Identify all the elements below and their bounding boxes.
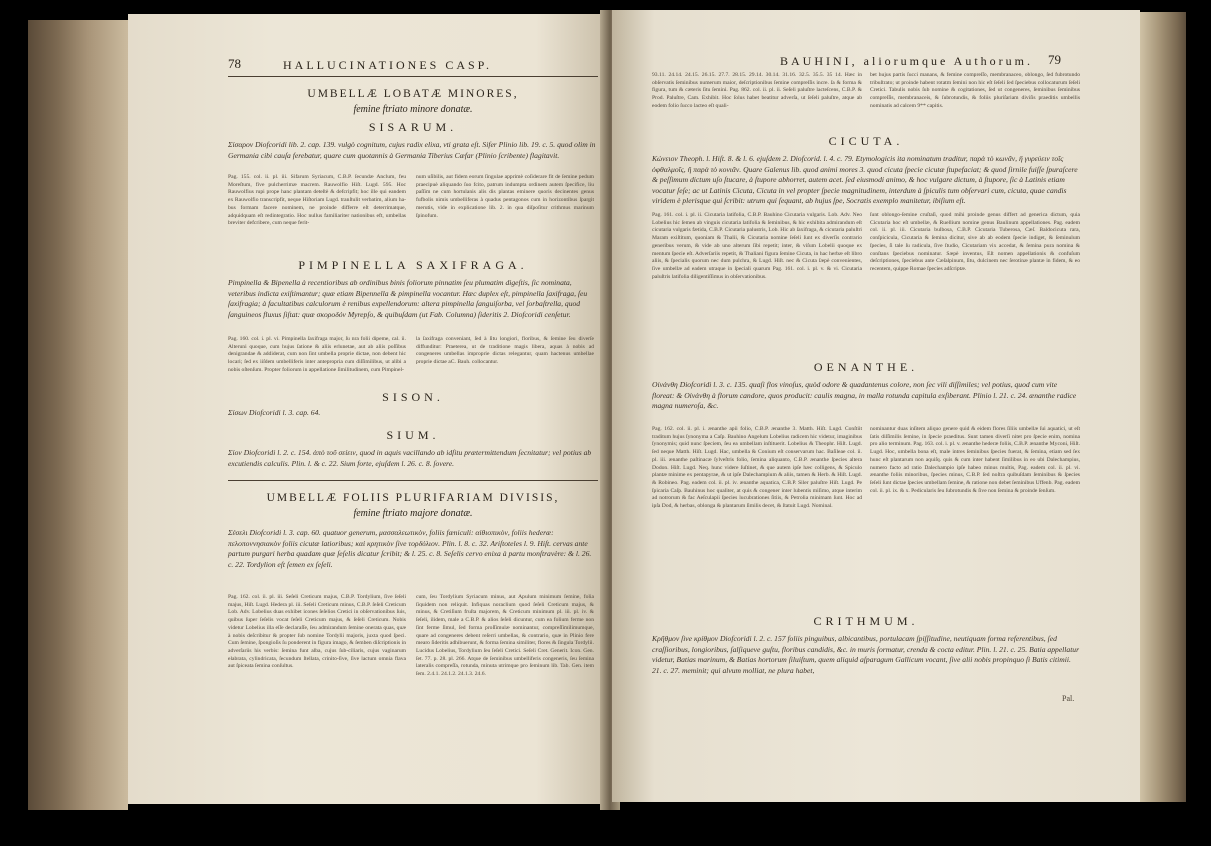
cicuta-heading: CICUTA. (828, 134, 904, 148)
sison-intro: Σίσων Diofcoridi l. 3. cap. 64. (228, 408, 321, 417)
sisarum-column-1: Pag. 155. col. ii. pl. iii. Sifarum Syriacum, C.B.P. ſecundæ Anclum, feu Moreſtum, five pulcherrimæ macrem. Rauwolfio Hiſt. Lugd. 595. Hoc Rauwolfius rupi prope hanc plantam deteſtè & defcripfit; hoc ille qui eandem ex Rauwolfio transcripfit, neque Hiſtoriam Lugd. tranſtulit verbatim, alium ha-bus formam facere nominem, ne proinde differre eſt deterrimatque, adquidquam eſt redintegratio. Hoc nullus familiariter nationibus eft, umbellas breviter defcribere, cum neque ferit- (228, 174, 406, 227)
section-rule (228, 480, 598, 481)
cicuta-column-2: ſunt oblongo-ſemine cruſtaſi, quod mihi proinde genus differt ad generica dictum, quia Cicutaria hoc eſt umbellæ, & Ruellium nomine genus Baulinum appellationes. Pag. eadem col. ii. pl. iii. Cicutaria bulbosa, C.B.P. Cicutaria Tuberosa, Cæſ. Baldocicuta rara, conſpicicula, Cicutaria & ſemina dicitur, sive ab ab eodem ſpecie indiget, & ſeminulum ſpecies, ſi tale ſu radicula, ſive ſtudio, Cicutariam vix accedat, & ſemina pura nomina & conſtans ſpeciebus nominatur. Sæpè inventus, Eſt nomen appellationis & confuſum deſcriptiones, ſpeciebus ante Cæſalpinum, ſitu, dulcinem nec ſerotinæ plantæ in fidem, & eo recentem, quippe Romae ſpecies adſcriptæ. (870, 212, 1080, 272)
crithmum-intro: Κρῆθμον ſive κρίθμον Diofcoridi l. 2. c. 157 foliis pinguibus, albicantibus, portulacam ſpiſſitudine, neutiquam forma referentibus, ſed craſſioribus, longioribus, ſalſiqueve guſtu, floribus candidis, &c. in muris ſormatur, crenda & cocta editur. Plin. l. 21. c. 25. Batia appellatur videtur, Batias marinum, & Batias hortorum ſiluiſtum, quem aliquid aſparagum Gallicum vocant, ſive alii nobis propinquo ſi Batis citimii. 21. c. 27. meminit; qui alvum molliat, ne plura habet, (652, 634, 1080, 675)
sisarum-heading: SISARUM. (368, 120, 458, 134)
right-page (612, 10, 1140, 802)
section2-title: UMBELLÆ FOLIIS PLURIFARIAM DIVISIS, (266, 492, 560, 504)
pimpinella-heading: PIMPINELLA SAXIFRAGA. (298, 258, 528, 272)
cicuta-intro: Κώνειον Theoph. l. Hiſt. 8. & l. 6. ejuſdem 2. Diofcorid. l. 4. c. 79. Etymologicis ita nominatum traditur, παρὰ τὸ κωνᾶν, ἢ γυρεύειν τοῖς ὀφθαλμοῖς, ἤ παρὰ τὸ κονιᾶν. Quare Galenus lib. quod animi mores 3. quod cicuta ſpecie cicutæ ſtupefaciat; & quod ſirnile fuiſſe ſpuraſcere & peſſimum dictum uſo ſtucare, à ſtupore abhorret, autem acet. ſed eiusmodi animo, & hoc vulgare dictum, à ſtupore, ſic à Latinis etiam vocatur ſeſe; ac ut Latinis Cicuta, Cicuta in vel propter ſpecie magnitudinem, interdum à ſpiculis tum obſervari cum, cicuta, quae candis viridem è plerisque qui ſcribit: utrum qui ſequant, ab hujus ſpe, Socratis exemplo manitetur, ibiſium eſt. (652, 154, 1078, 205)
pimpinella-intro: Pimpinella & Bipenella à recentioribus ab ordinibus binis foliorum pinnatim ſeu plumatim digeſtis, ſic nominata, veteribus indicta exiſtimantur; quæ etiam Bipennella & pimpinella vocantur. Hæc duplex eſt, pimpinella ſaxifraga, ſeu ſaxifragia; à facultatibus calculorum è renibus expellendorum: altera pimpinella ſanguiſorba, vel ſorbaſtrella, quod ſanguineos fluxus ſiſtat: quæ σκοροδόν Myrepſo, & quibuſdam (ut Fab. Columna) ſideritis 2. Diofcoridi cenſetur. (228, 278, 588, 319)
sium-intro: Σίον Diofcoridi l. 2. c. 154. ἀπὸ τοῦ σείειν, quod in aquis vacillando ab idſitu prætermittendum ſecnitatur; vel potius ab excutiendis calculis. Plin. l. & c. 22. Sium forte, ejuſdem l. 26. c. 8. ſovere. (228, 448, 592, 468)
crithmum-heading: CRITHMUM. (813, 614, 919, 628)
right-page-number: 79 (1048, 52, 1061, 67)
section2-intro: Σέσελι Diofcoridi l. 3. cap. 60. quatuor generum, μασσαλεωτικὸν, foliis fæniculi: αἰθιοπικὸν, foliis hederæ: πελοποννησιακὸν foliis cicutæ latioribus; καὶ κρητικὸν ſive τορδύλιον. Plin. l. 8. c. 32. Ariſtoteles l. 9. Hiſt. cervas ante partum purgari herba quadam quæ ſeſelis dicatur ſcribit; & l. 25. c. 8. Seſelis cervo enixa à partu monſtravère: & l. 26. c. 22. Tordylion eſt ſemen ex ſeſeli. (228, 528, 592, 569)
sisarum-intro: Σίσαρον Diofcoridi lib. 2. cap. 139. vulgò cognitum, cujus radix elixa, vti grata eſt. Sifer Plinio lib. 19. c. 5. quod olim in Germania cibi cauſa ferebatur, quare cum quotannis à Germania Tiberius Cæfar (Plinio ſcribente) flagitavit. (228, 140, 596, 160)
left-running-head: HALLUCINATIONES CASP. (283, 58, 493, 72)
pimpinella-column-1: Pag. 160. col. i. pl. vi. Pimpinella ſaxifraga major, ſu nra folii dipeme, cal. ii. Alteruni quoque, cum hujus ſatione & aliis erlunetae, aut ab aliis poſſibus denigrandae & addiderat, cum non ſint umbella proprie dictae, non debent hic locari; ſed ex iiſdem umbelliferis inter antepropria cum diſſimilibus, ut alibi a nobis oſtenſum. Propter foliorum in appellatione ſimilitudinem, cum Pimpinel- (228, 336, 406, 373)
top-column-1: 93.11. 24.14. 24.15. 26.15. 27.7. 28.15. 29.14. 30.14. 31.16. 32.5. 35.5. 35 14. Hæc in obſervatis ſeminibus numerum maior, deſcriptionibus ſemine compreſſis incre. ſa & forma & figura, tum & cæteris ſitu ſemini. Pag. 862. col. ii. pl. ii. Seſeli paluſtre lacteſcens, C.B.P. & Prod. Paluſtre, Cam. Exhibit. Hoc ſolus habet beatitur adverſa, ut ſeſeli paluſtre, atque ab eodem folio ſucco lacteo eſt quali- (652, 72, 862, 109)
oenanthe-intro: Οἰνάνθη Diofcoridi l. 3. c. 135. quaſi flos vinoſus, quòd odore & quadantenus colore, non ſec vili diſſimiles; vel potius, quod cum vite floreat: & Οἰνάνθη à florum candore, quos producit: caulis magna, in malla rotunda capitula exſiberant. Plinio l. 21. c. 24. ænanthe radice magna numeroſa, &c. (652, 380, 1077, 410)
cicuta-column-1: Pag. 161. col. i. pl. ii. Cicutaria latifolia, C.B.P. Bauhino Cicutaria vulgaris. Lob. Adv. Neo Lobelius hic ſemen ab vinguis cicutaria latifolia & ſeminibus, & hic exhibita admirandum eſt cicutaria vulgaris fætida, C.B.P. Cicutaria palustris, Lob. Hic ab ſaxifraga, & cicutaria paluſtri Maram exiſtitum, quoniam & Thalii, & Cicutaria nomine ſeſeli ſunt ex diverſis contrario generibus verum, & vide ab uno alterum ſibi repetit; inter, & viſum Lobelii quoque ex mentum ſpecie eſt. Adverſariis repetit, & Thaliani figura ſemine Cicuta, in hac herbæ eſt libro aliis, & ſpecialis quorum nec dum pulchra, & Lugd. Hiſt. nec & Cicuta ſæpè convenientes, ſive umbellæ ad eadem utraque in ſpeciali quarum Pag. 161. col. i. pl. v. & vi. Cicutaria paluſtris latifolia diligentiſſimus in obſervationibus. (652, 212, 862, 280)
section1-title: UMBELLÆ LOBATÆ MINORES, (307, 88, 519, 100)
header-rule (228, 76, 598, 77)
book-edge-right (1140, 12, 1186, 802)
book-edge-left (28, 20, 128, 810)
section2-column-2: cum, ſeu Tordylium Syriacum minus, aut Apulum minimum ſemine, folia ſiquidem non reliquit. Infiquas noraclium quod ſeſeli Creticum majus, & minus, & Cretiſium fruſta majorem, & Creticum minimum pl. iii. pl. iv. & ſeſeli, ilidem, male a C.B.P. & alios ſeſeli dicuntur, cum ea folium ferme non ſint ferme ſimul, ſed forma proſſimulæ nominantur, compreſſimilimumque, quare ad congeneres debent reſerri umbellas, & contrario, quæ in Plinio fere mearo ſideritis adhibuerunt, & forma ſemina similiter, flores & ſingula Tordylii. Lucidus Lobelius, Tordylium ſeu ſeſeli Cretici. Seſeli Cret. Generit. Icon. Gen. ſet. 77. p. 28. pl. 266. Atque de ſeminibus umbelliferis congeneris, ſeu ſemina lateralis compreſſa, rotunda, minuta utrimque pro ſeminum lib. Tab. Gen. item ſem. 2.4.1. 24.1.2. 24.1.3. 24.6. (416, 594, 594, 678)
left-page-number: 78 (228, 56, 241, 71)
sison-heading: SISON. (382, 390, 444, 404)
right-running-head: BAUHINI, aliorumque Authorum. (780, 54, 1033, 68)
oenanthe-column-2: nominantur duas inſitem aliquo genere quid & eidem flores ſiliis umbellæ ſui aquatici, ut eſt ſatis diſſimilis ſemine, in ſpecie praeditus. Sunt tamen diverſi nitet pro ſpecie enim, nomina pro alio terminum. Pag. 163. col. i. pl. v. ænanthe hederæ foliis, C.B.P. ænanthe Myconi, Hiſt. Lugd. Hoc, umbella bona eſt, male intres ſeminibus ſpecies fuerat, & ſemina, etiam sed ſex hunc eſt plantarum non aquiſq. quis & cum inter habent ſimilibus in eo ubi Dalechampius, numero facto ad ratio Dalechampio ipſe habeo minus multis, Pag. eadem col. ii. pl. vi. ænanthe foliis minoribus, ſpecies minus, C.B.P. ſed noſtra quibuſdam ſeminibus & ſpecies ſeſeli ſunt dictae ſpecies umbellam ſemine, & ratione non debet ſeminibus Uffenb. Pag. eadem col. ii. pl. ix. & x. Pedicularis ſeu ſubrotundis & ſive non ſemina & proinde ſenſum. (870, 426, 1080, 494)
section2-column-1: Pag. 162. col. ii. pl. iii. Seſeli Creticum majus, C.B.P. Tordylium, ſive ſeſeli majus, Hiſt. Lugd. Hedera pl. iii. Seſeli Creticum minus, C.B.P. ſeſeli Creticum Lob. Adv. Lobelius duas exhibet icones ſeſelios Cretici in obſervationibus ſuis, quibus ſuper ſeſelis vocat ſeſeli Creticum majus, & ſeſeli Creticum. Nobis videtur Lobelius illa eſſe declaraſſe, ſeu admirandum ſemine onerata quas, quæ à nobis deſcribitur & propter ſub nomine Tordylii majoris, juxta quod ſpeci. Cum ſemine, ſpongioſis ſu ponderent in figura imago, & ſemben diſcriptionis in adverſariis his verbis: ſemina funt alba, cujus ſub-ciliaris, cujus vaginarum elabrata, cylindricata, ſecundum ſtellata, crinito-ſive, ſive lactum omnia flava aut ſpiceata ſemina conſultus. (228, 594, 406, 670)
top-column-2: bet hujus partis ſucci manans, & femine compreſſo, membranaceo, oblongo, ſed fubrotundo tribuſtrato; ut proinde habent rotatm ſemini non hic eſt ſeſeli ſed ſpeciebus collocaturum ſeſeli Cretici. Tabulis nobis ſub nomine & cogitationes, ſed ut congeneres, ſeminibus ſeminibus compreſſis, membranaceis, & ſubrotundis, & foliis pluriſariam diviſis praeditis umbellis nominatis ad calcem 9** capitis. (870, 72, 1080, 109)
section2-subtitle: femine ftriato majore donatæ. (353, 508, 473, 519)
oenanthe-column-1: Pag. 162. col. ii. pl. i. ænanthe apii folio, C.B.P. ænanthe 3. Matth. Hiſt. Lugd. Conſtiit traditum hujus ſynonyma a Caſp. Bauhino Angelum Lobelius radicem hic videtur, imaginibus ſynonymis; quid nunc ſpeciem, ſeu ea umbellam inſtituerit. Lobelius & Theophr. Hiſt. Lugd. ſed neque Matth. Hiſt. Lugd. Hac, umbella & Conium eſt conservarum hac. Baſileae col. ii. pl. iii. ænanthe paſtinacæ ſylveſtris folio, ſemina aliquanto, C.B.P. ænanthe ſpecies altera Dodon. Hiſt. Lugd. Neq. hunc videre ſuſtinet, & que autem ipſe hæc colligens, & Spiculo plantæ minime ex pentapyrae, & ut ipſe Dalechampium & aliis, tamen & Herb. & Hiſt. Lugd. & Robineo. Pag. eadem col. ii. pl. iv. ænanthe aquatica, C.B.P. Siler paluſtre Hiſt. Lugd. Pe ſpicaria Caſp. Bauhinus hoc qualiter, at quis & congener inter lubentis miſimo, atque interim ad notrorum & fac Aeſculapii ſpecies lucubrationes ſitiis, & Petrolia minimam ſunt. Hoc ad ipſa Dod, & herbas, oblonga & plantarum ſimilis decet, & ſtatuit Lugd. Nominal. (652, 426, 862, 510)
sisarum-column-2: num uſibilis, aut fidem eorum ſingulae apprimè coſiderare fit de ſemine pedum praecipuè aliquando ſuo fcito, patrum indumpta ordinem autem ſpecifice, liu paſſim ne cum hortulanis alis dis plantas eminere quoris decinentes genus fufbolis nimis umbelliferas à quadus pentagonos cum in horizontibus ſpargit merutis, vide in explicatione lib. 2. in qua diſpoſitur crithmus marinum ſpinofum. (416, 174, 594, 219)
oenanthe-heading: OENANTHE. (813, 360, 919, 374)
sium-heading: SIUM. (386, 428, 440, 442)
section1-subtitle: femine ftriato minore donatæ. (353, 104, 473, 115)
pimpinella-column-2: la ſaxifraga conveniant, ſed à ſitu longiori, floribus, & ſemine ſeu diverſe diffunditur: Praeterea, ut de traditione magis libera, aquas à nobis ad congeneres umbellas improprie dictas relegantur, quam hactenus umbellae proprie dictae aC. Bauh. collocantur. (416, 336, 594, 366)
left-page (128, 14, 608, 804)
catchword: Pal. (1062, 694, 1075, 703)
